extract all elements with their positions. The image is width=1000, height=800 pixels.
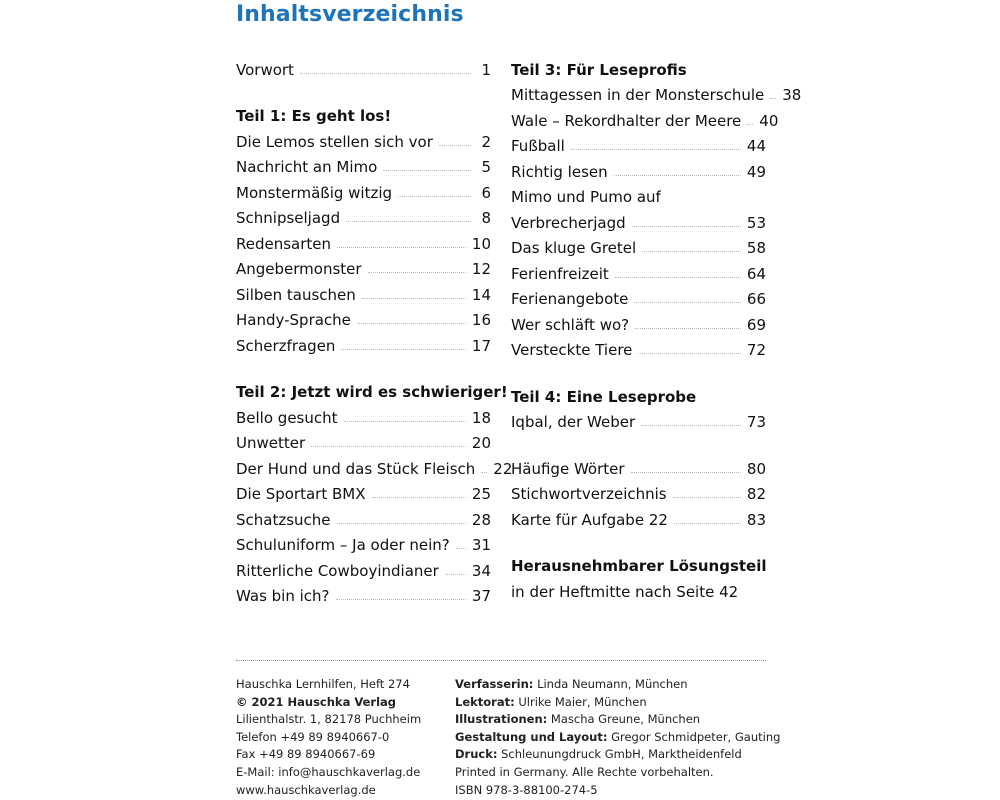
- toc-entry-page: 40: [759, 111, 779, 130]
- toc-entry-page: 82: [746, 485, 766, 503]
- toc-entry-title: Schatzsuche: [236, 510, 331, 529]
- toc-leader-dots: [673, 497, 741, 498]
- imprint-fax: Fax +49 89 8940667-69: [236, 747, 376, 762]
- toc-entry-page: 44: [746, 137, 766, 155]
- credit-editor: [455, 694, 780, 712]
- toc-entry-multiline-second: [511, 206, 766, 232]
- toc-entry-title: Unwetter: [236, 434, 306, 452]
- credit-label: Verfasserin:: [455, 677, 534, 691]
- toc-leader-dots: [383, 170, 471, 171]
- toc-leader-dots: [571, 149, 741, 150]
- section-heading-part3: Teil 3: Für Leseprofis: [511, 60, 687, 79]
- toc-entry-title: Das kluge Gretel: [511, 239, 637, 257]
- toc-leader-dots: [770, 98, 776, 99]
- imprint-printed-in: Printed in Germany. Alle Rechte vorbehalten.: [455, 764, 714, 779]
- toc-entry: [236, 452, 513, 478]
- toc-entry: [511, 232, 766, 258]
- toc-leader-dots: [674, 523, 741, 524]
- toc-entry: [236, 529, 491, 555]
- imprint-phone: Telefon +49 89 8940667-0: [236, 729, 390, 744]
- credit-design: [455, 729, 780, 747]
- toc-entry-title: Redensarten: [236, 234, 332, 253]
- toc-entry-title: Scherzfragen: [236, 336, 336, 355]
- toc-entry-page: 22: [493, 459, 513, 478]
- toc-entry-title: Monstermäßig witzig: [236, 183, 393, 202]
- toc-leader-dots: [357, 323, 466, 324]
- toc-entry-title: Bello gesucht: [236, 408, 338, 427]
- toc-entry-page: 49: [746, 162, 766, 181]
- toc-entry: [511, 130, 766, 156]
- toc-entry: [236, 253, 491, 279]
- toc-entry: [511, 257, 766, 283]
- credit-author: [455, 676, 780, 694]
- toc-leader-dots: [635, 328, 741, 329]
- toc-entry: [236, 503, 491, 529]
- toc-entry-page: 14: [471, 285, 491, 304]
- section-heading-solutions: Herausnehmbarer Lösungsteil: [511, 557, 767, 575]
- toc-entry-page: 8: [481, 209, 491, 227]
- toc-leader-dots: [341, 349, 465, 350]
- toc-entry: [511, 334, 766, 360]
- toc-entry-title: Handy-Sprache: [236, 311, 351, 329]
- toc-entry: [511, 79, 802, 105]
- toc-entry: [236, 151, 491, 177]
- toc-entry: [236, 329, 491, 355]
- toc-entry-page: 80: [746, 459, 766, 478]
- toc-entry-title: Wale – Rekordhalter der Meere: [511, 111, 742, 130]
- toc-entry-title: Stichwortverzeichnis: [511, 485, 667, 503]
- toc-entry-title: Der Hund und das Stück Fleisch: [236, 459, 476, 478]
- toc-entry-multiline-first: Mimo und Pumo auf: [511, 188, 661, 206]
- toc-entry-title: Versteckte Tiere: [511, 341, 633, 359]
- toc-entry-page: 53: [746, 213, 766, 232]
- toc-entry-page: 10: [471, 234, 491, 253]
- toc-leader-dots: [642, 251, 741, 252]
- toc-entry: [236, 554, 491, 580]
- toc-entry-page: 16: [471, 311, 491, 329]
- toc-entry-page: 28: [471, 510, 491, 529]
- toc-entry-page: 6: [481, 183, 491, 202]
- toc-entry-title: Vorwort: [236, 60, 294, 79]
- toc-leader-dots: [632, 226, 741, 227]
- toc-entry-page: 17: [471, 336, 491, 355]
- toc-leader-dots: [638, 353, 741, 354]
- credit-illustrations: [455, 711, 780, 729]
- toc-entry: [236, 278, 491, 304]
- credit-value: Linda Neumann, München: [537, 677, 688, 691]
- toc-list-part3: [511, 79, 802, 360]
- toc-entry-page: 72: [746, 341, 766, 359]
- toc-entry: [511, 283, 766, 309]
- toc-entry-title: Häufige Wörter: [511, 459, 625, 478]
- credit-value: Schleunungdruck GmbH, Marktheidenfeld: [501, 747, 742, 762]
- imprint-credits: [455, 676, 780, 799]
- credit-value: Mascha Greune, München: [550, 712, 701, 727]
- toc-leader-dots: [615, 277, 741, 278]
- toc-entry-title: Nachricht an Mimo: [236, 158, 378, 176]
- toc-leader-dots: [439, 145, 471, 146]
- toc-entry-page: 58: [746, 239, 766, 257]
- toc-entry: [236, 478, 491, 504]
- toc-entry: [236, 304, 491, 330]
- imprint-series: Hauschka Lernhilfen, Heft 274: [236, 677, 410, 691]
- toc-leader-dots: [398, 196, 471, 197]
- toc-entry-page: 66: [746, 290, 766, 308]
- imprint-address: Lilienthalstr. 1, 82178 Puchheim: [236, 712, 422, 727]
- toc-entry: [236, 202, 491, 228]
- toc-entry-title: Silben tauschen: [236, 285, 356, 304]
- toc-entry-page: 83: [746, 510, 766, 529]
- toc-right-column: [511, 53, 802, 601]
- toc-leader-dots: [747, 124, 753, 125]
- imprint-email: E-Mail: info@hauschkaverlag.de: [236, 764, 421, 779]
- toc-entry-title: Die Sportart BMX: [236, 485, 366, 503]
- toc-entry-page: 38: [782, 86, 802, 104]
- section-heading-part1: Teil 1: Es geht los!: [236, 107, 392, 125]
- toc-leader-dots: [311, 446, 466, 447]
- toc-entry: [511, 155, 766, 181]
- toc-entry-page: 12: [471, 260, 491, 278]
- toc-leader-dots: [456, 548, 466, 549]
- toc-entry-title: Mittagessen in der Monsterschule: [511, 86, 765, 104]
- toc-entry: [236, 176, 491, 202]
- toc-entry-page: 73: [746, 413, 766, 431]
- toc-entry-page: 31: [471, 536, 491, 554]
- toc-entry-page: 37: [471, 587, 491, 605]
- toc-leader-dots: [641, 425, 741, 426]
- toc-entry: [236, 125, 491, 151]
- toc-leader-dots: [368, 272, 466, 273]
- toc-entry: [236, 580, 491, 606]
- toc-entry-page: 25: [471, 485, 491, 503]
- toc-entry-title: Angebermonster: [236, 260, 362, 278]
- toc-entry: [511, 308, 766, 334]
- imprint-copyright: © 2021 Hauschka Verlag: [236, 694, 397, 709]
- toc-entry: [511, 452, 766, 478]
- credit-value: Ulrike Maier, München: [518, 694, 647, 709]
- section-heading-part4: Teil 4: Eine Leseprobe: [511, 387, 697, 406]
- toc-entry: [511, 406, 766, 432]
- toc-entry-title: Fußball: [511, 137, 565, 155]
- toc-leader-dots: [445, 574, 466, 575]
- toc-leader-dots: [300, 73, 471, 74]
- toc-list-part1: [236, 125, 491, 355]
- toc-entry: [511, 503, 766, 529]
- toc-entry-title: Richtig lesen: [511, 162, 608, 181]
- toc-list-appendix: [511, 452, 766, 529]
- toc-entry-page: 5: [481, 158, 491, 176]
- toc-leader-dots: [337, 247, 466, 248]
- toc-entry-page: 18: [471, 408, 491, 427]
- toc-entry-title: Iqbal, der Weber: [511, 413, 636, 431]
- toc-entry-title: Wer schläft wo?: [511, 315, 630, 334]
- toc-leader-dots: [337, 523, 466, 524]
- toc-entry-title: Die Lemos stellen sich vor: [236, 132, 433, 151]
- toc-leader-dots: [634, 302, 741, 303]
- toc-entry: [511, 478, 766, 504]
- toc-list-part2: [236, 401, 513, 605]
- toc-entry-title: Verbrecherjagd: [511, 213, 626, 232]
- toc-leader-dots: [631, 472, 741, 473]
- toc-leader-dots: [614, 175, 741, 176]
- toc-entry-page: 2: [481, 132, 491, 151]
- credit-print: [455, 746, 780, 764]
- toc-left-column: [236, 53, 513, 605]
- toc-leader-dots: [362, 298, 466, 299]
- toc-entry: [511, 104, 779, 130]
- toc-entry-page: 64: [746, 264, 766, 283]
- toc-entry-page: 20: [471, 434, 491, 452]
- toc-entry-page: 34: [471, 561, 491, 580]
- solutions-note: in der Heftmitte nach Seite 42: [511, 582, 739, 601]
- toc-entry-page: 69: [746, 315, 766, 334]
- toc-entry-preface: [236, 53, 491, 79]
- toc-entry-title: Was bin ich?: [236, 587, 330, 605]
- toc-entry-title: Ferienangebote: [511, 290, 629, 308]
- toc-entry: [236, 401, 491, 427]
- toc-entry-title: Schuluniform – Ja oder nein?: [236, 536, 450, 554]
- toc-list-part4: [511, 406, 766, 432]
- toc-leader-dots: [481, 472, 487, 473]
- credit-label: Lektorat:: [455, 694, 515, 709]
- toc-entry-title: Karte für Aufgabe 22: [511, 510, 668, 529]
- section-heading-part2: Teil 2: Jetzt wird es schwieriger!: [236, 383, 508, 401]
- toc-leader-dots: [372, 497, 466, 498]
- toc-leader-dots: [336, 599, 466, 600]
- imprint-website: www.hauschkaverlag.de: [236, 782, 376, 797]
- credit-label: Illustrationen:: [455, 712, 548, 727]
- toc-entry-title: Ferienfreizeit: [511, 264, 609, 283]
- toc-leader-dots: [346, 221, 471, 222]
- toc-entry-page: 1: [481, 60, 491, 79]
- imprint-isbn: ISBN 978-3-88100-274-5: [455, 782, 598, 797]
- credit-value: Gregor Schmidpeter, Gauting: [611, 729, 781, 744]
- credit-label: Druck:: [455, 747, 498, 762]
- toc-leader-dots: [344, 421, 466, 422]
- imprint-divider: [236, 660, 766, 661]
- toc-entry-title: Schnipseljagd: [236, 209, 341, 227]
- credit-label: Gestaltung und Layout:: [455, 729, 608, 744]
- toc-entry: [236, 427, 491, 453]
- toc-entry-title: Ritterliche Cowboyindianer: [236, 561, 439, 580]
- toc-entry: [236, 227, 491, 253]
- imprint-publisher: [236, 676, 421, 799]
- page-title: Inhaltsverzeichnis: [236, 2, 464, 27]
